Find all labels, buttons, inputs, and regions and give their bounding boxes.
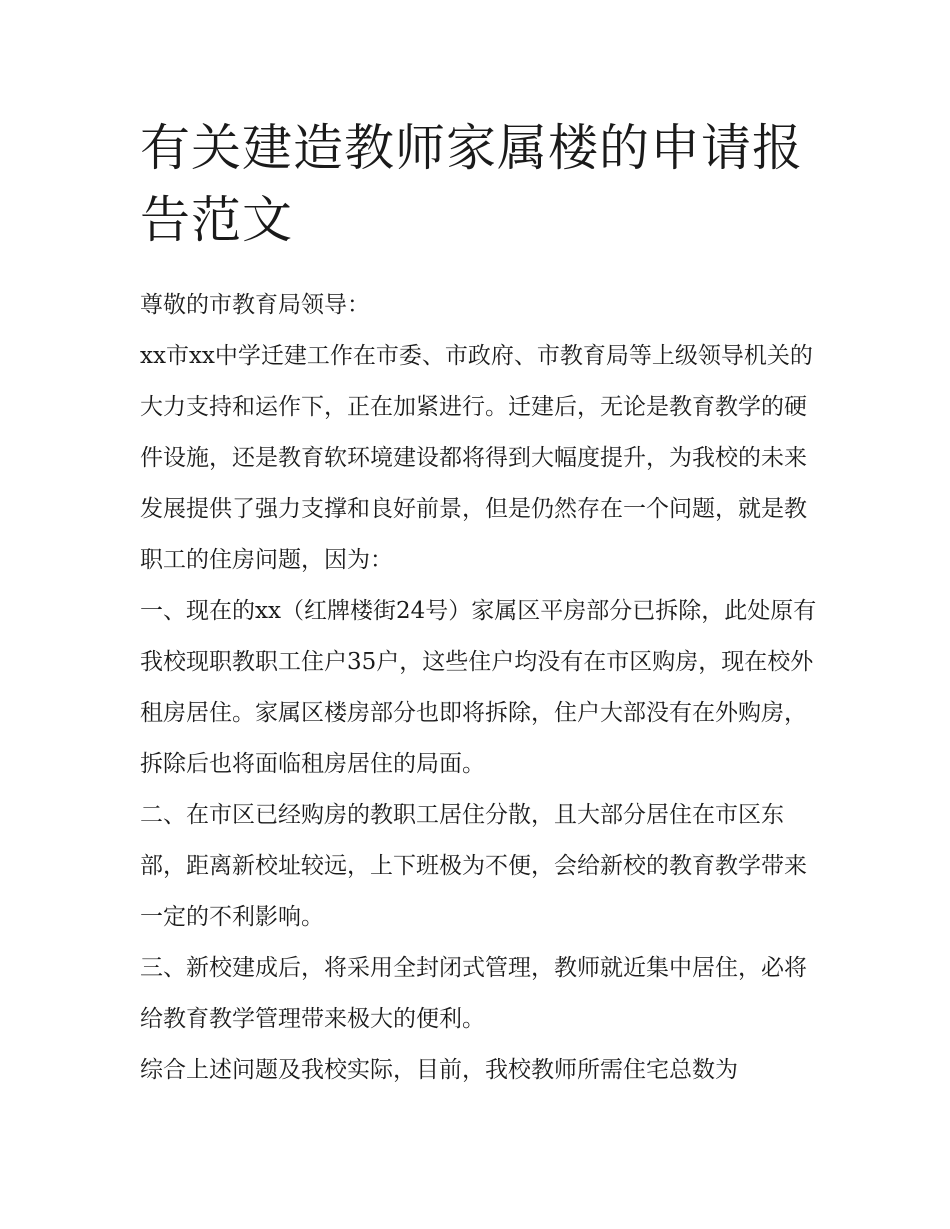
paragraph-point-two: 二、在市区已经购房的教职工居住分散，且大部分居住在市区东部，距离新校址较远，上下班极为不便，会给新校的教育教学带来一定的不利影响。 [140,802,807,930]
document-title: 有关建造教师家属楼的申请报告范文 [140,119,803,249]
paragraph-intro: xx市xx中学迁建工作在市委、市政府、市教育局等上级领导机关的大力支持和运作下，正在加紧进行。迁建后，无论是教育教学的硬件设施，还是教育软环境建设都将得到大幅度提升，为我校的未来发展提供了强力支撑和良好前景，但是仍然存在一个问题，就是教职工的住房问题，因为： [140,343,813,573]
paragraph-point-one: 一、现在的xx（红牌楼街24号）家属区平房部分已拆除，此处原有我校现职教职工住户35户，这些住户均没有在市区购房，现在校外租房居住。家属区楼房部分也即将拆除，住户大部没有在外购房，拆除后也将面临租房居住的局面。 [140,598,817,777]
paragraph-summary: 综合上述问题及我校实际，目前，我校教师所需住宅总数为 [140,1057,738,1083]
paragraph-point-three: 三、新校建成后，将采用全封闭式管理，教师就近集中居住，必将给教育教学管理带来极大的便利。 [140,955,807,1032]
document-body [140,280,820,1096]
salutation: 尊敬的市教育局领导： [140,292,370,318]
